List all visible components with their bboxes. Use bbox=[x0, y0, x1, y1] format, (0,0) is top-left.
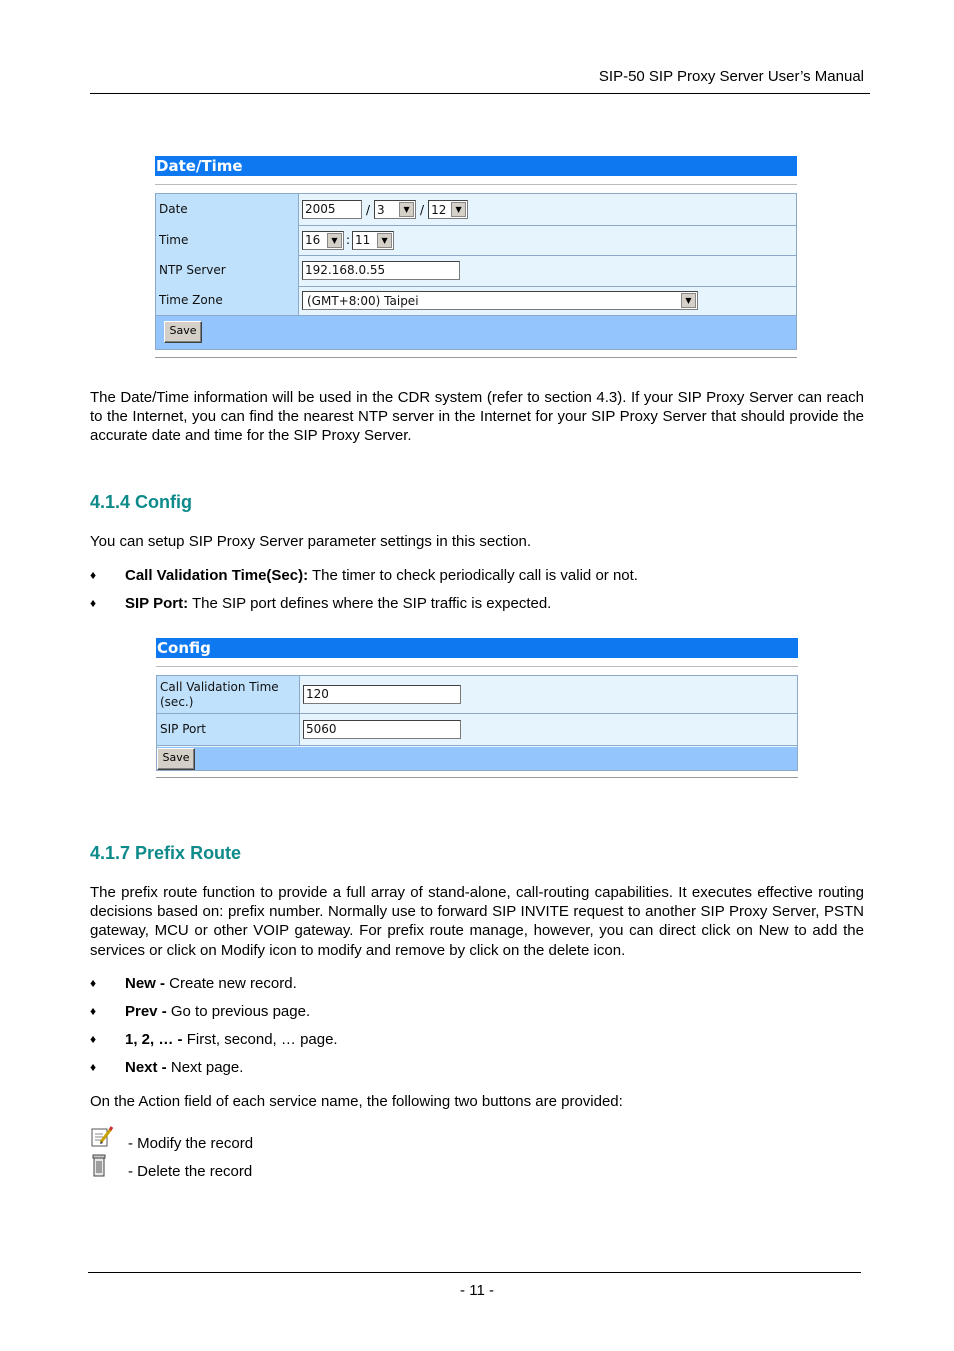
bullet-diamond-icon: ♦ bbox=[90, 1060, 97, 1074]
bullet-term: 1, 2, … - bbox=[125, 1031, 183, 1048]
bullet-desc: Next page. bbox=[166, 1059, 244, 1076]
bullet-desc: First, second, … page. bbox=[182, 1031, 338, 1048]
year-input[interactable]: 2005 bbox=[302, 200, 362, 219]
month-value: 3 bbox=[377, 202, 385, 217]
delete-legend bbox=[90, 1154, 390, 1178]
panel-divider bbox=[155, 184, 797, 185]
call-validation-input[interactable]: 120 bbox=[303, 685, 461, 704]
datetime-panel bbox=[155, 156, 797, 360]
call-validation-label-line2: (sec.) bbox=[160, 694, 194, 709]
sip-port-label: SIP Port bbox=[157, 714, 300, 745]
minute-select[interactable] bbox=[352, 231, 394, 250]
sip-port-field bbox=[303, 714, 461, 745]
date-row bbox=[156, 194, 796, 226]
chevron-down-icon: ▼ bbox=[681, 293, 696, 308]
panel-divider bbox=[156, 666, 798, 667]
header-rule bbox=[90, 93, 870, 94]
footer-rule bbox=[88, 1272, 861, 1273]
config-button-row bbox=[157, 747, 797, 770]
time-fields bbox=[302, 225, 394, 255]
sip-port-input[interactable]: 5060 bbox=[303, 720, 461, 739]
timezone-field bbox=[302, 286, 698, 315]
bullet-term: New - bbox=[125, 975, 166, 992]
time-zone-label: Time Zone bbox=[156, 286, 299, 315]
bullet-desc: The SIP port defines where the SIP traffic is expected. bbox=[188, 595, 552, 612]
document-header-title: SIP-50 SIP Proxy Server User’s Manual bbox=[598, 68, 864, 85]
time-row bbox=[156, 225, 796, 256]
hour-value: 16 bbox=[305, 233, 321, 247]
datetime-description: The Date/Time information will be used in the CDR system (refer to section 4.3). If your SIP Proxy Server can reach to the Internet, you can find the nearest NTP server in the Internet for your SIP Proxy Server that should provide the accurate date and time for the SIP Proxy Server. bbox=[90, 389, 864, 445]
datetime-button-row bbox=[156, 316, 796, 349]
config-heading: 4.1.4 Config bbox=[90, 492, 193, 512]
minute-value: 11 bbox=[355, 233, 371, 247]
datetime-panel-title: Date/Time bbox=[155, 156, 797, 176]
config-intro: You can setup SIP Proxy Server parameter settings in this section. bbox=[90, 533, 532, 550]
panel-bottom-rule bbox=[156, 777, 798, 778]
bullet-desc: Go to previous page. bbox=[166, 1003, 311, 1020]
date-label: Date bbox=[156, 194, 299, 225]
bullet-diamond-icon: ♦ bbox=[90, 568, 97, 582]
panel-bottom-rule bbox=[155, 357, 797, 358]
call-validation-label bbox=[157, 676, 300, 713]
config-panel bbox=[156, 638, 798, 780]
date-fields bbox=[302, 194, 468, 225]
time-label: Time bbox=[156, 225, 299, 255]
time-separator: : bbox=[346, 233, 351, 247]
sip-port-row bbox=[157, 714, 797, 746]
date-separator: / bbox=[420, 202, 425, 217]
time-zone-value: (GMT+8:00) Taipei bbox=[307, 293, 419, 308]
chevron-down-icon: ▼ bbox=[377, 233, 392, 248]
bullet-term: Next - bbox=[125, 1059, 167, 1076]
bullet-diamond-icon: ♦ bbox=[90, 976, 97, 990]
ntp-row bbox=[156, 255, 796, 287]
prefix-route-heading: 4.1.7 Prefix Route bbox=[90, 843, 242, 863]
hour-select[interactable] bbox=[302, 231, 344, 250]
save-button[interactable]: Save bbox=[164, 321, 202, 343]
bullet-desc: Create new record. bbox=[165, 975, 297, 992]
time-zone-select[interactable] bbox=[302, 291, 698, 310]
config-form-table bbox=[156, 675, 798, 771]
call-validation-row bbox=[157, 676, 797, 714]
save-button[interactable]: Save bbox=[157, 748, 195, 770]
call-validation-label-line1: Call Validation Time bbox=[160, 679, 279, 694]
date-separator: / bbox=[366, 202, 371, 217]
action-intro: On the Action field of each service name, the following two buttons are provided: bbox=[90, 1093, 623, 1110]
bullet-term: Prev - bbox=[125, 1003, 167, 1020]
timezone-row bbox=[156, 286, 796, 316]
page-number: - 11 - bbox=[460, 1282, 494, 1299]
bullet-diamond-icon: ♦ bbox=[90, 1032, 97, 1046]
ntp-field bbox=[302, 255, 460, 286]
bullet-diamond-icon: ♦ bbox=[90, 1004, 97, 1018]
chevron-down-icon: ▼ bbox=[451, 202, 466, 217]
datetime-form-table bbox=[155, 193, 797, 350]
call-validation-field bbox=[303, 676, 461, 713]
modify-icon bbox=[90, 1126, 114, 1152]
ntp-server-input[interactable]: 192.168.0.55 bbox=[302, 261, 460, 280]
prefix-route-description: The prefix route function to provide a full array of stand-alone, call-routing capabilities. It executes effective routing decisions based on: prefix number. Normally use to forward SIP INVITE request to another SIP Proxy Server, PSTN gateway, MCU or other VOIP gateway. For prefix route manage, however, you can direct click on New to add the services or click on Modify icon to modify and remove by click on the delete icon. bbox=[90, 884, 864, 959]
delete-text: - Delete the record bbox=[128, 1163, 253, 1180]
modify-legend bbox=[90, 1126, 390, 1150]
ntp-server-label: NTP Server bbox=[156, 255, 299, 286]
bullet-term: SIP Port: bbox=[125, 595, 189, 612]
bullet-desc: The timer to check periodically call is valid or not. bbox=[308, 567, 638, 584]
config-panel-title: Config bbox=[156, 638, 798, 658]
bullet-diamond-icon: ♦ bbox=[90, 596, 97, 610]
month-select[interactable] bbox=[374, 200, 416, 219]
chevron-down-icon: ▼ bbox=[327, 233, 342, 248]
day-value: 12 bbox=[431, 202, 447, 217]
modify-text: - Modify the record bbox=[128, 1135, 254, 1152]
trash-icon bbox=[90, 1154, 108, 1182]
bullet-term: Call Validation Time(Sec): bbox=[125, 567, 309, 584]
day-select[interactable] bbox=[428, 200, 468, 219]
chevron-down-icon: ▼ bbox=[399, 202, 414, 217]
